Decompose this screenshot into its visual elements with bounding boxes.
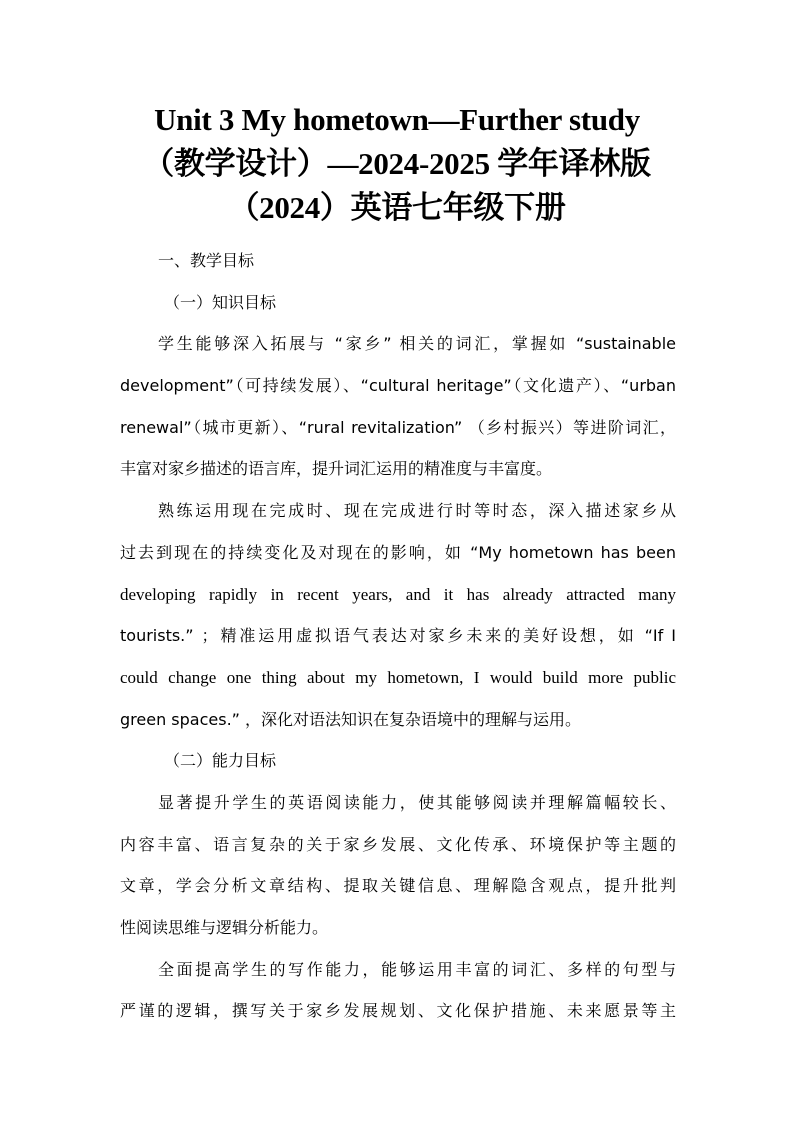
paragraph-line: 熟练运用现在完成时、现在完成进行时等时态，深入描述家乡从 — [158, 501, 676, 521]
paragraph-line: 学生能够深入拓展与 “家乡” 相关的词汇，掌握如 “sustainable — [158, 334, 676, 354]
paragraph-line: 过去到现在的持续变化及对现在的影响，如 “My hometown has been — [120, 542, 676, 562]
paragraph-line: development”（可持续发展）、“cultural heritage”（文化遗产）、“urban — [120, 376, 676, 396]
paragraph-vocabulary — [120, 323, 676, 490]
paragraph-line: could change one thing about my hometown, I would build more public — [120, 667, 676, 687]
paragraph-line: 丰富对家乡描述的语言库，提升词汇运用的精准度与丰富度。 — [120, 459, 553, 479]
title-line-1: Unit 3 My hometown—Further study — [154, 102, 640, 137]
paragraph-line: 内容丰富、语言复杂的关于家乡发展、文化传承、环境保护等主题的 — [120, 834, 676, 854]
paragraph-reading — [120, 782, 676, 949]
paragraph-line: 显著提升学生的英语阅读能力，使其能够阅读并理解篇幅较长、 — [158, 792, 676, 812]
document-title — [60, 98, 734, 230]
subsection-heading-knowledge: （一）知识目标 — [164, 292, 277, 312]
title-line-3: （2024）英语七年级下册 — [228, 190, 566, 225]
paragraph-line: renewal”（城市更新）、“rural revitalization” （乡村振兴）等进阶词汇， — [120, 417, 676, 437]
paragraph-line: 严谨的逻辑，撰写关于家乡发展规划、文化保护措施、未来愿景等主 — [120, 1001, 676, 1021]
paragraph-line: 文章，学会分析文章结构、提取关键信息、理解隐含观点，提升批判 — [120, 876, 676, 896]
paragraph-line: 全面提高学生的写作能力，能够运用丰富的词汇、多样的句型与 — [158, 959, 676, 979]
title-line-2: （教学设计）—2024-2025 学年译林版 — [143, 146, 651, 181]
paragraph-line: developing rapidly in recent years, and it has already attracted many — [120, 584, 676, 604]
paragraph-line: 性阅读思维与逻辑分析能力。 — [120, 918, 329, 937]
paragraph-line: tourists.” ；精准运用虚拟语气表达对家乡未来的美好设想，如 “If I — [120, 626, 676, 646]
subsection-heading-ability: （二）能力目标 — [164, 751, 277, 771]
paragraph-line: green spaces.” ，深化对语法知识在复杂语境中的理解与运用。 — [120, 709, 582, 729]
document-body — [120, 240, 676, 1032]
paragraph-writing — [120, 949, 676, 1032]
section-heading: 一、教学目标 — [158, 251, 255, 270]
paragraph-grammar — [120, 490, 676, 740]
